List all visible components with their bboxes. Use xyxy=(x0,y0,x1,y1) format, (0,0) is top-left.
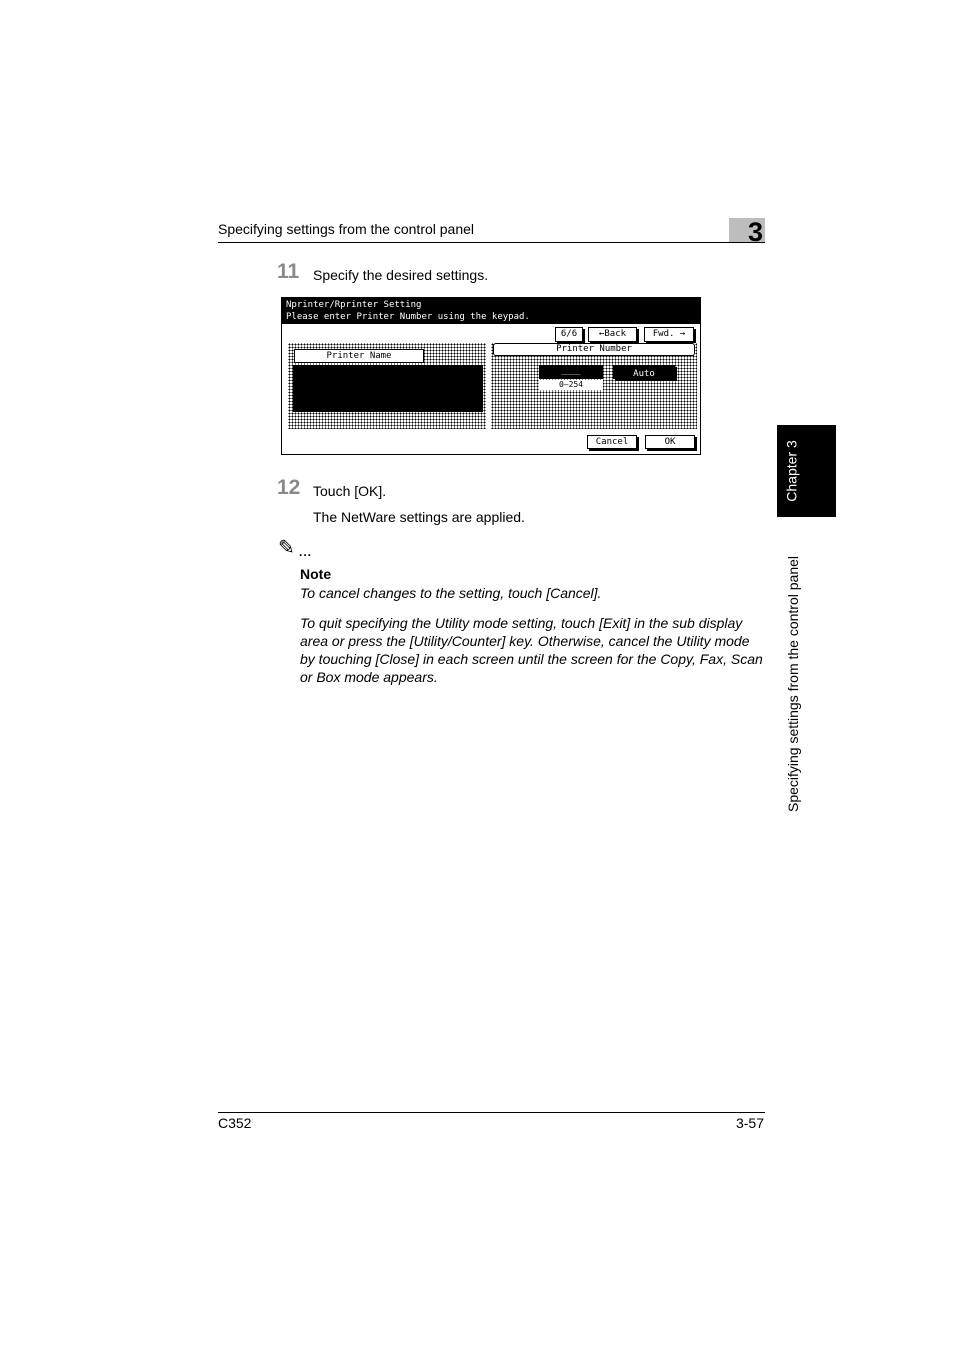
header-rule xyxy=(218,242,765,243)
page-indicator: 6/6 xyxy=(555,327,583,342)
step-result: The NetWare settings are applied. xyxy=(313,509,525,525)
screen-message: Please enter Printer Number using the keypad. xyxy=(286,312,530,322)
footer-model: C352 xyxy=(218,1115,252,1131)
note-paragraph: To quit specifying the Utility mode setting, touch [Exit] in the sub display area or press the [Utility/Counter] key. Otherwise, cancel the Utility mode by touching [Close] in each screen until the screen for the Copy, Fax, Scan or Box mode appears. xyxy=(300,615,763,685)
printer-name-label: Printer Name xyxy=(294,349,424,363)
note-label: Note xyxy=(300,566,332,582)
ok-button[interactable]: OK xyxy=(645,435,695,449)
auto-button-label: Auto xyxy=(633,369,655,379)
printer-name-panel xyxy=(288,343,486,429)
printer-number-panel xyxy=(491,343,697,429)
note-dots: ... xyxy=(299,545,313,559)
printer-number-value: ____ xyxy=(561,366,581,375)
side-section-label: Specifying settings from the control panel xyxy=(785,555,801,813)
cancel-button[interactable]: Cancel xyxy=(587,435,637,449)
side-tab-chapter xyxy=(777,425,807,517)
printer-number-range: 0–254 xyxy=(539,380,603,390)
side-tab-chapter-label: Chapter 3 xyxy=(784,440,801,502)
footer-page-number: 3-57 xyxy=(735,1115,764,1131)
step-text: Specify the desired settings. xyxy=(313,267,489,283)
auto-button[interactable] xyxy=(613,365,675,379)
screen-title: Nprinter/Rprinter Setting xyxy=(286,300,422,310)
screen-main-area xyxy=(284,325,698,453)
back-button[interactable]: ←Back xyxy=(588,327,637,342)
running-header: Specifying settings from the control panel xyxy=(218,221,475,237)
step-text: Touch [OK]. xyxy=(313,483,387,499)
pencil-icon: ✎ xyxy=(278,537,295,559)
control-panel-screen xyxy=(281,297,701,455)
side-section-title xyxy=(778,537,808,831)
printer-name-field[interactable] xyxy=(293,365,483,412)
printer-number-field[interactable] xyxy=(539,365,603,379)
chapter-number: 3 xyxy=(747,217,763,247)
printer-number-label: Printer Number xyxy=(493,343,695,356)
note-paragraph: To cancel changes to the setting, touch [Cancel]. xyxy=(300,585,602,601)
footer-rule xyxy=(218,1112,765,1113)
step-number: 11 xyxy=(277,260,300,283)
forward-button[interactable]: Fwd. → xyxy=(644,327,694,342)
step-number: 12 xyxy=(277,476,301,499)
